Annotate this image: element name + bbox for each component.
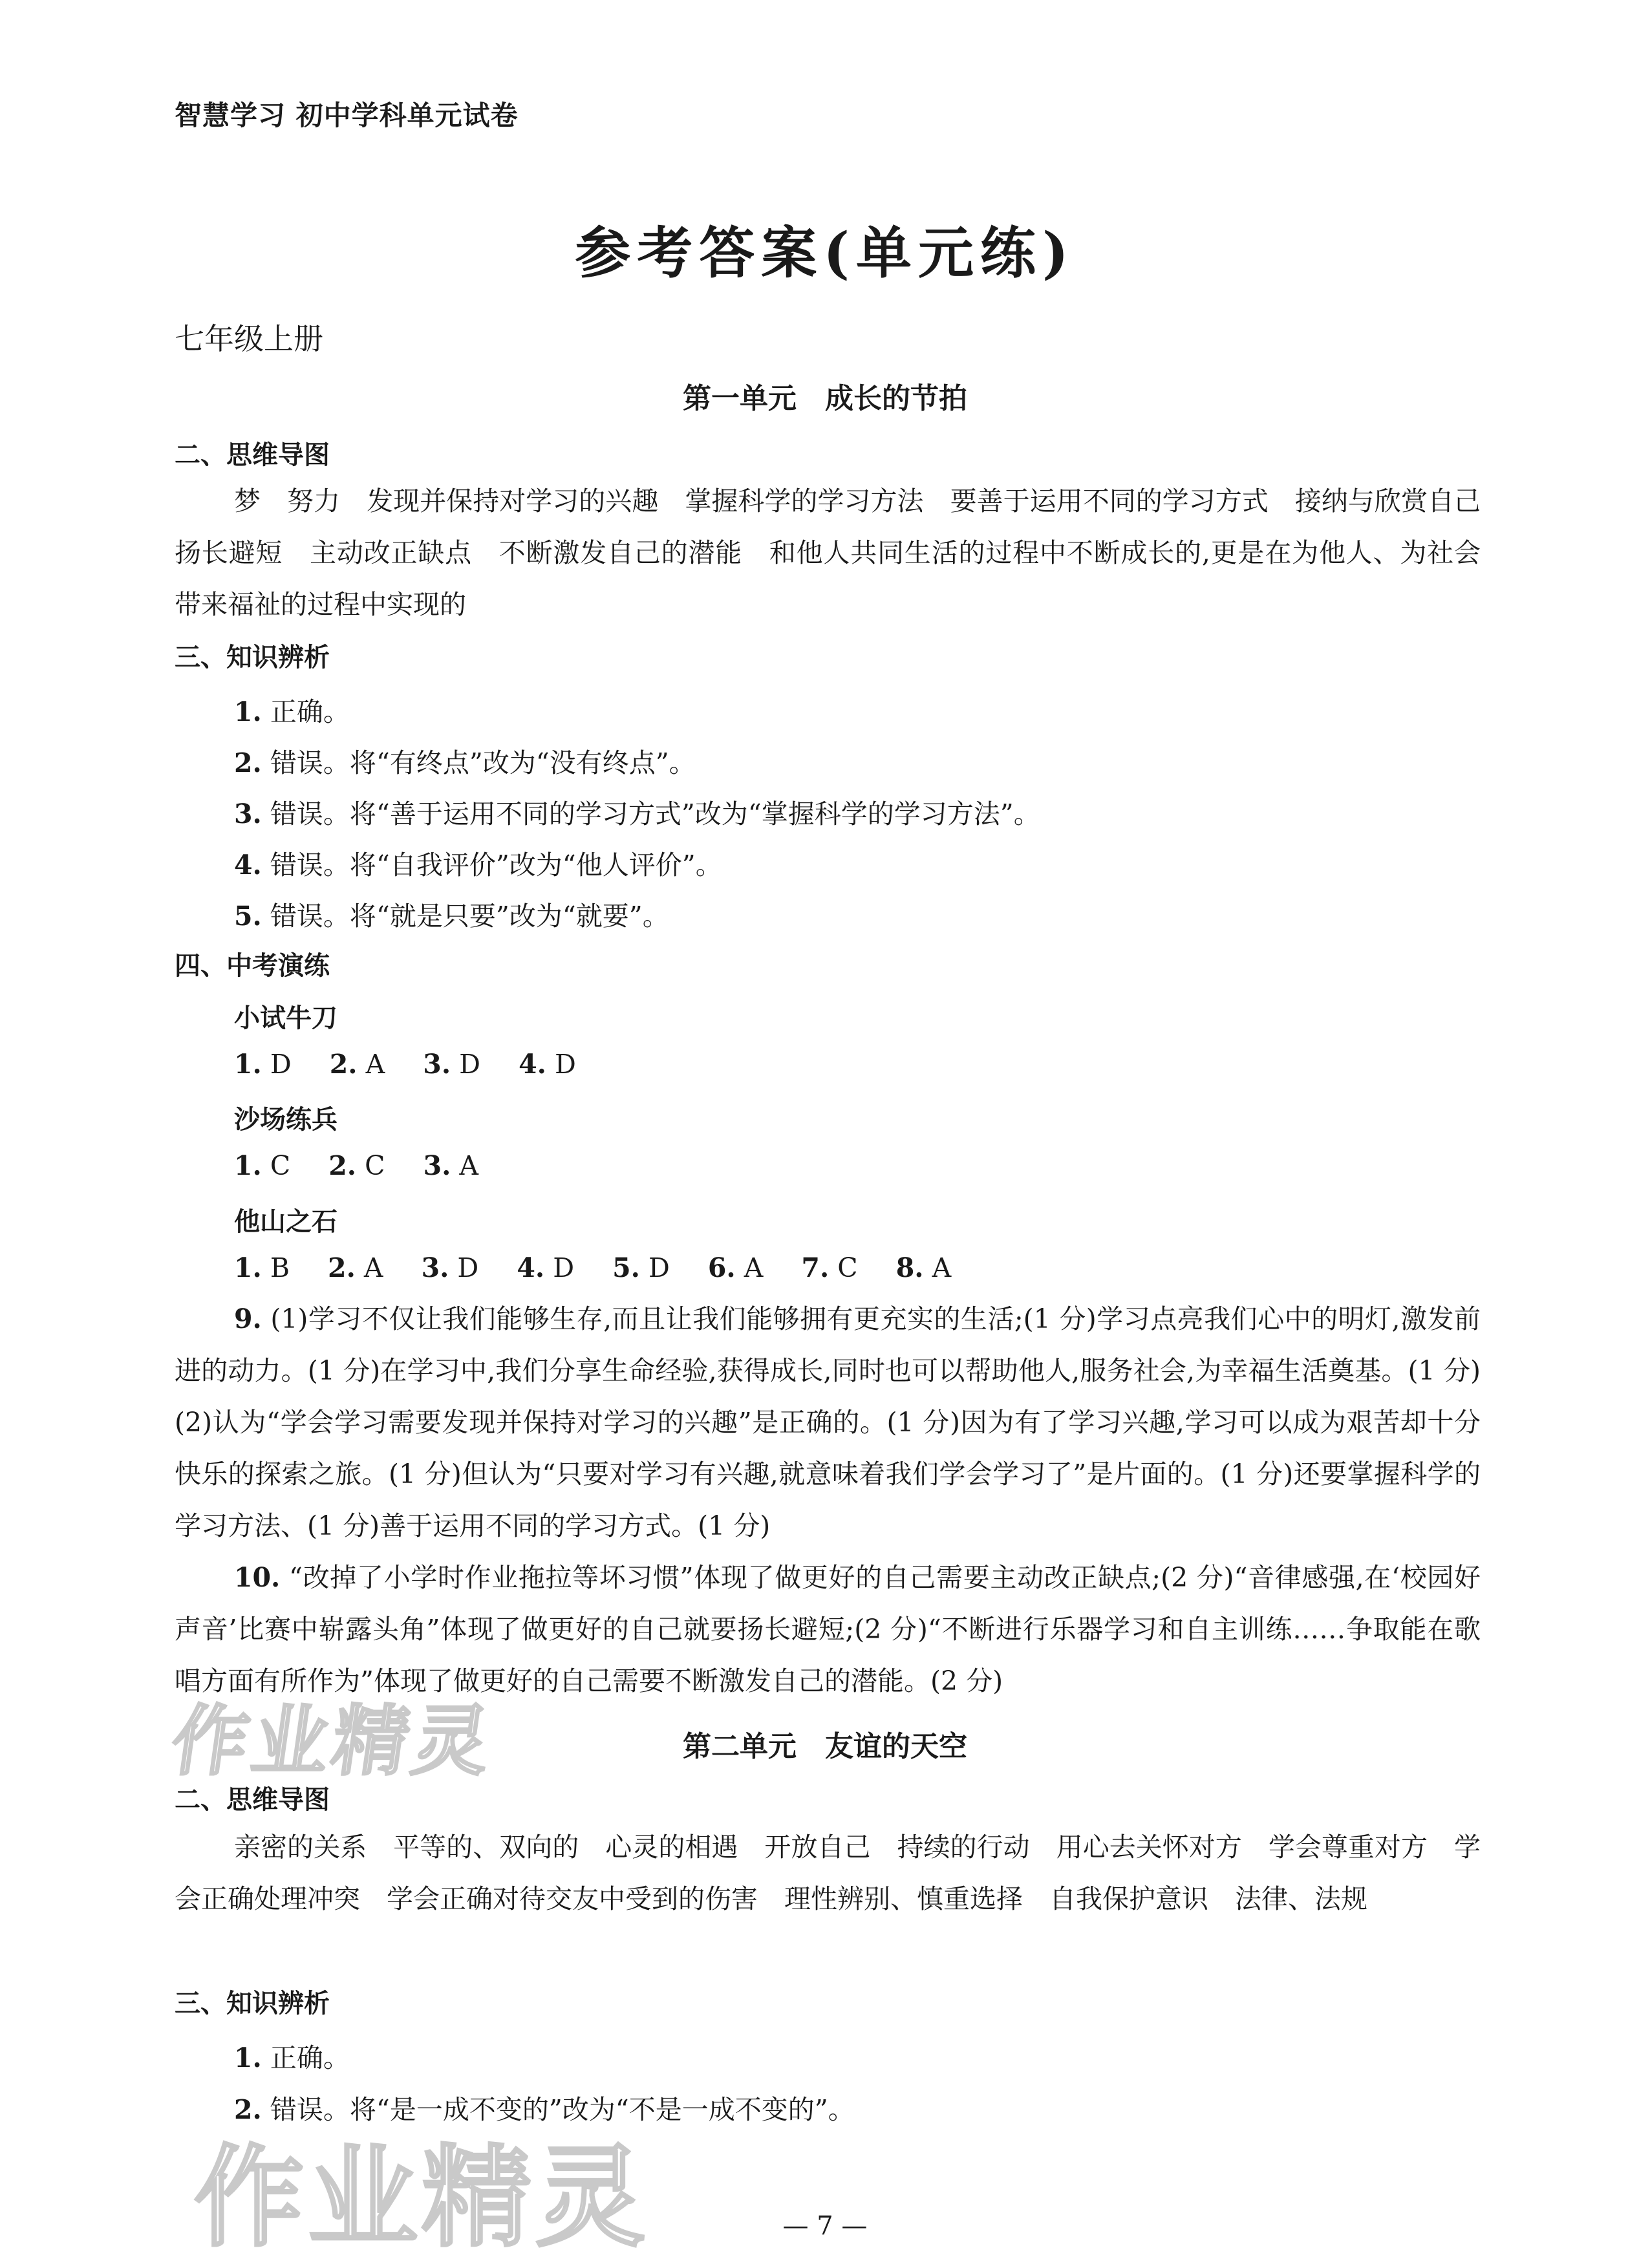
unit2-knowledge-item: 2. 错误。将“是一成不变的”改为“不是一成不变的”。 — [234, 2094, 855, 2125]
unit1-knowledge-item: 2. 错误。将“有终点”改为“没有终点”。 — [234, 747, 696, 778]
exam-group-title: 他山之石 — [234, 1207, 338, 1237]
book-header: 智慧学习 初中学科单元试卷 — [175, 100, 519, 131]
page-title: 参考答案(单元练) — [575, 220, 1075, 286]
unit1-knowledge-item: 1. 正确。 — [234, 696, 350, 727]
answer-row: 1. D 2. A 3. D 4. D — [234, 1049, 576, 1080]
watermark: 作业精灵 — [194, 2134, 650, 2262]
unit1-title: 第一单元 成长的节拍 — [683, 382, 967, 415]
unit1-knowledge-item: 4. 错误。将“自我评价”改为“他人评价”。 — [234, 850, 722, 881]
grade-label: 七年级上册 — [175, 321, 323, 356]
exam-group-title: 小试牛刀 — [234, 1003, 338, 1033]
unit1-knowledge-item: 3. 错误。将“善于运用不同的学习方式”改为“掌握科学的学习方法”。 — [234, 798, 1040, 829]
unit1-exam-heading: 四、中考演练 — [175, 951, 330, 981]
unit1-knowledge-heading: 三、知识辨析 — [175, 643, 330, 672]
unit1-mindmap-text: 梦 努力 发现并保持对学习的兴趣 掌握科学的学习方法 要善于运用不同的学习方式 接纳与欣赏自己 扬长避短 主动改正缺点 不断激发自己的潜能 和他人共同生活的过程中不断成长的,更是在为他人、为社会带来福祉的过程中实现的 — [175, 486, 1507, 620]
answer-row: 1. C 2. C 3. A — [234, 1150, 479, 1181]
unit2-title: 第二单元 友谊的天空 — [683, 1730, 967, 1763]
answer-row: 1. B 2. A 3. D 4. D 5. D 6. A 7. C 8. A — [234, 1252, 952, 1283]
exam-group-title: 沙场练兵 — [234, 1105, 338, 1135]
page-number: — 7 — — [782, 2211, 868, 2241]
unit2-mindmap-text: 亲密的关系 平等的、双向的 心灵的相遇 开放自己 持续的行动 用心去关怀对方 学会尊重对方 学会正确处理冲突 学会正确对待交友中受到的伤害 理性辨别、慎重选择 自我保护意识 法律、法规 — [175, 1832, 1481, 1914]
unit2-knowledge-heading: 三、知识辨析 — [175, 1989, 330, 2018]
watermark: 作业精灵 — [166, 1696, 500, 1786]
unit1-knowledge-item: 5. 错误。将“就是只要”改为“就要”。 — [234, 901, 669, 932]
unit1-mindmap-heading: 二、思维导图 — [175, 440, 330, 470]
unit2-knowledge-item: 1. 正确。 — [234, 2042, 350, 2073]
unit2-mindmap-heading: 二、思维导图 — [175, 1785, 330, 1815]
question-10-answer: 10. “改掉了小学时作业拖拉等坏习惯”体现了做更好的自己需要主动改正缺点;(2 分)“音律感强,在‘校园好声音’比赛中崭露头角”体现了做更好的自己就要扬长避短;(2 分)“不断进行乐器学习和自主训练……争取能在歌唱方面有所作为”体现了做更好的自己需要不断激发自己的潜能。(2 分) — [175, 1562, 1481, 1696]
question-9-answer: 9. (1)学习不仅让我们能够生存,而且让我们能够拥有更充实的生活;(1 分)学习点亮我们心中的明灯,激发前进的动力。(1 分)在学习中,我们分享生命经验,获得成长,同时也可以帮助他人,服务社会,为幸福生活奠基。(1 分) (2)认为“学会学习需要发现并保持对学习的兴趣”是正确的。(1 分)因为有了学习兴趣,学习可以成为艰苦却十分快乐的探索之旅。(1 分)但认为“只要对学习有兴趣,就意味着我们学会学习了”是片面的。(1 分)还要掌握科学的学习方法、(1 分)善于运用不同的学习方式。(1 分) — [175, 1303, 1507, 1541]
